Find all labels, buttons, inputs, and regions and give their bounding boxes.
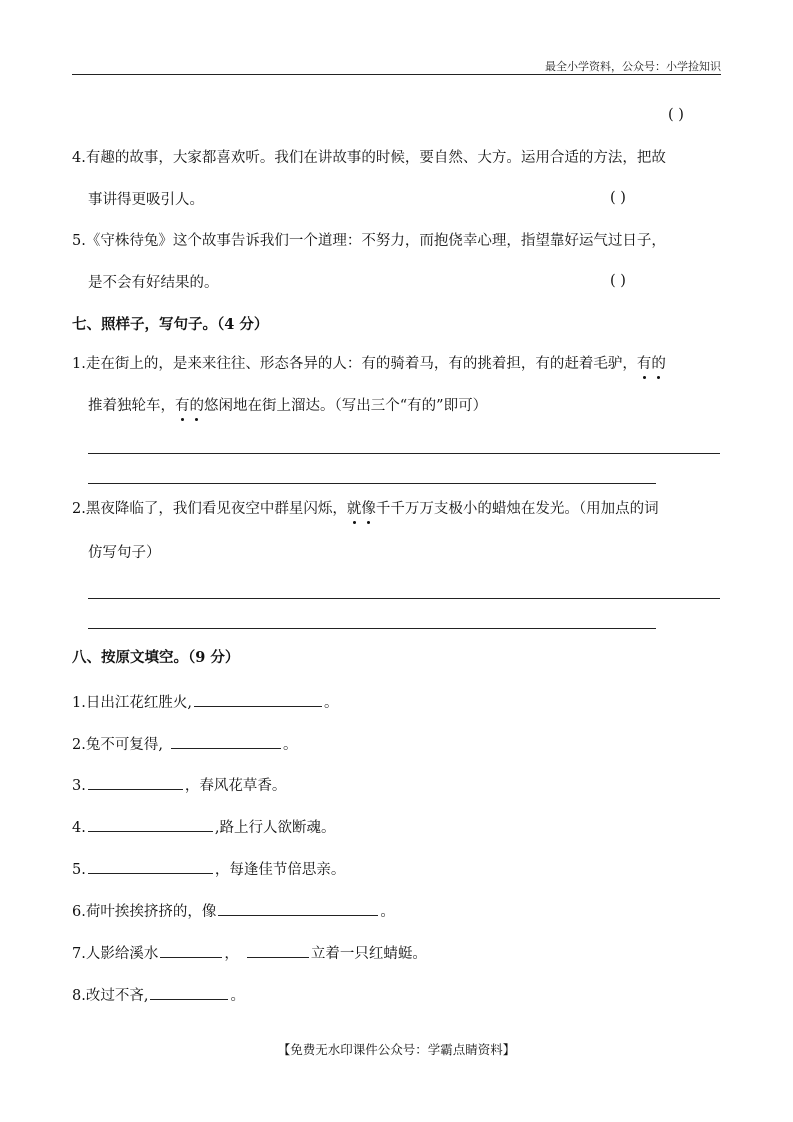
question-text: 日出江花红胜火, bbox=[85, 695, 192, 711]
fill-item-8 bbox=[72, 983, 245, 1006]
question-text: 悠闲地在街上溜达。（写出三个“有的”即可） bbox=[204, 398, 488, 414]
fill-item-2 bbox=[72, 732, 297, 755]
dotted-character: 像 bbox=[361, 501, 376, 517]
question-number: 4. bbox=[72, 150, 86, 166]
fill-blank[interactable] bbox=[88, 815, 213, 832]
question-text: 荷叶挨挨挤挤的，像 bbox=[85, 904, 217, 920]
fill-blank[interactable] bbox=[150, 983, 228, 1000]
section-7-q1-line-1 bbox=[72, 354, 666, 374]
question-text: 。 bbox=[380, 904, 395, 920]
question-number: 1. bbox=[72, 695, 86, 711]
question-text: 千千万万支极小的蜡烛在发光。（用加点的词 bbox=[375, 501, 659, 517]
answer-parenthesis[interactable]: ( ) bbox=[610, 190, 626, 206]
answer-parenthesis[interactable]: ( ) bbox=[610, 273, 626, 289]
question-number: 8. bbox=[72, 988, 86, 1004]
question-text: 改过不吝, bbox=[85, 988, 149, 1004]
fill-item-3 bbox=[72, 773, 286, 796]
fill-item-4 bbox=[72, 815, 335, 838]
question-text: 。 bbox=[230, 988, 245, 1004]
answer-line[interactable] bbox=[88, 453, 720, 454]
question-text: 走在街上的，是来来往往、形态各异的人：有的骑着马，有的挑着担，有的赶着毛驴， bbox=[85, 356, 637, 372]
fill-item-7 bbox=[72, 941, 427, 964]
fill-item-1 bbox=[72, 690, 338, 713]
dotted-character: 的 bbox=[651, 356, 666, 372]
question-number: 5. bbox=[72, 233, 86, 249]
question-number: 6. bbox=[72, 904, 86, 920]
fill-blank[interactable] bbox=[88, 857, 213, 874]
section-7-q2-line-2: 仿写句子） bbox=[88, 545, 161, 561]
header-note: 最全小学资料，公众号：小学捡知识 bbox=[545, 60, 721, 73]
question-text: 《守株待兔》这个故事告诉我们一个道理：不努力，而抱侥幸心理，指望靠好运气过日子， bbox=[85, 233, 666, 249]
question-4-line-2: 事讲得更吸引人。 bbox=[88, 192, 204, 208]
question-number: 5. bbox=[72, 862, 86, 878]
fill-blank[interactable] bbox=[88, 773, 183, 790]
question-text: 兔不可复得, bbox=[85, 737, 163, 753]
fill-item-5 bbox=[72, 857, 345, 880]
question-4-line-1 bbox=[72, 148, 666, 168]
question-text: 。 bbox=[282, 737, 298, 753]
dotted-character: 有 bbox=[636, 356, 652, 372]
section-7-q1-line-2 bbox=[88, 396, 487, 416]
dotted-character: 就 bbox=[346, 501, 362, 517]
question-text: 有趣的故事，大家都喜欢听。我们在讲故事的时候，要自然、大方。运用合适的方法，把故 bbox=[85, 150, 666, 166]
question-text: 。 bbox=[323, 695, 339, 711]
question-text: 人影给溪水 bbox=[85, 946, 159, 962]
answer-parenthesis[interactable]: ( ) bbox=[668, 107, 684, 123]
question-5-line-2: 是不会有好结果的。 bbox=[88, 275, 219, 291]
question-text: ， bbox=[224, 946, 239, 962]
question-text: 立着一只红蜻蜓。 bbox=[310, 946, 427, 962]
answer-line[interactable] bbox=[88, 483, 656, 484]
question-text: ，每逢佳节倍思亲。 bbox=[214, 862, 346, 878]
fill-blank[interactable] bbox=[218, 899, 378, 916]
footer-note: 【免费无水印课件公众号：学霸点睛资料】 bbox=[277, 1042, 516, 1057]
dotted-character: 的 bbox=[189, 398, 204, 414]
question-number: 4. bbox=[72, 820, 86, 836]
question-5-line-1 bbox=[72, 231, 666, 251]
section-8-title: 八、按原文填空。（9 分） bbox=[72, 649, 240, 666]
answer-line[interactable] bbox=[88, 598, 720, 599]
question-text: 黑夜降临了，我们看见夜空中群星闪烁， bbox=[85, 501, 347, 517]
fill-item-6 bbox=[72, 899, 395, 922]
section-7-q2-line-1 bbox=[72, 499, 659, 519]
question-number: 2. bbox=[72, 501, 86, 517]
dotted-character: 有 bbox=[175, 398, 190, 414]
question-text: ，春风花草香。 bbox=[184, 778, 287, 794]
fill-blank[interactable] bbox=[194, 690, 322, 707]
question-number: 3. bbox=[72, 778, 86, 794]
answer-line[interactable] bbox=[88, 628, 656, 629]
question-number: 7. bbox=[72, 946, 86, 962]
fill-blank[interactable] bbox=[160, 941, 222, 958]
section-7-title: 七、照样子，写句子。（4 分） bbox=[72, 316, 269, 333]
question-text: ,路上行人欲断魂。 bbox=[214, 820, 336, 836]
fill-blank[interactable] bbox=[171, 732, 281, 749]
question-number: 1. bbox=[72, 356, 86, 372]
question-text: 推着独轮车， bbox=[88, 398, 175, 414]
fill-blank[interactable] bbox=[247, 941, 309, 958]
header-rule bbox=[72, 74, 721, 75]
question-number: 2. bbox=[72, 737, 86, 753]
